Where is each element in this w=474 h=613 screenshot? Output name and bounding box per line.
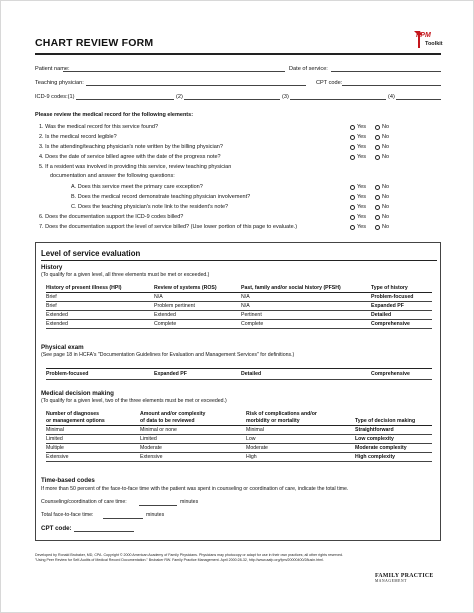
icd9-line-1[interactable] <box>76 99 174 100</box>
cpt-code-label: CPT code: <box>316 80 343 86</box>
history-r3-c2: Extended <box>154 312 176 318</box>
fpm-toolkit-logo <box>410 29 443 51</box>
los-title: Level of service evaluation <box>41 249 141 258</box>
radio-yes-5b[interactable] <box>350 195 355 200</box>
yes-no-5a: Yes No <box>350 184 389 190</box>
history-title: History <box>41 264 63 271</box>
radio-yes-3[interactable] <box>350 145 355 150</box>
history-r1-c3: N/A <box>241 294 250 300</box>
radio-yes-5c[interactable] <box>350 205 355 210</box>
exam-level-1: Problem-focused <box>46 371 89 377</box>
mdm-r4-c1: Extensive <box>46 454 69 460</box>
radio-no-3[interactable] <box>375 145 380 150</box>
question-5: 5. If a resident was involved in providing this service, review teaching physician <box>39 164 232 170</box>
mdm-r1-c2: Minimal or none <box>140 427 177 433</box>
mdm-r3-c2: Moderate <box>140 445 162 451</box>
history-header-hpi: History of present illness (HPI) <box>46 285 122 291</box>
form-title: CHART REVIEW FORM <box>35 37 154 49</box>
counseling-line[interactable] <box>139 505 177 506</box>
radio-no-5b[interactable] <box>375 195 380 200</box>
history-r1-c2: N/A <box>154 294 163 300</box>
mdm-r4-c3: High <box>246 454 257 460</box>
history-r1-c1: Brief <box>46 294 57 300</box>
counseling-minutes: minutes <box>180 499 199 505</box>
question-5c: C. Does the teaching physician's note link to the resident's note? <box>71 204 229 210</box>
mdm-note: (To qualify for a given level, two of the three elements must be met or exceeded.) <box>41 398 227 404</box>
yes-no-4: Yes No <box>350 154 389 160</box>
history-r4-c2: Complete <box>154 321 177 327</box>
time-cpt-label: CPT code: <box>41 525 72 532</box>
question-3: 3. Is the attending/teaching physician's note written by the billing physician? <box>39 144 223 150</box>
time-title: Time-based codes <box>41 477 95 484</box>
los-title-rule <box>41 260 437 261</box>
history-header-ros: Review of systems (ROS) <box>154 285 217 291</box>
review-heading: Please review the medical record for the following elements: <box>35 112 194 118</box>
history-r2-c1: Brief <box>46 303 57 309</box>
total-time-label: Total face-to-face time: <box>41 512 94 518</box>
question-5-cont: documentation and answer the following questions: <box>50 173 175 179</box>
history-r1-c4: Problem-focused <box>371 294 414 300</box>
time-note: If more than 50 percent of the face-to-face time with the patient was spent in counseling or coordination of care, indicate the total time. <box>41 486 349 492</box>
yes-no-5c: Yes No <box>350 204 389 210</box>
radio-no-4[interactable] <box>375 155 380 160</box>
history-header-pfsh: Past, family and/or social history (PFSH) <box>241 285 341 291</box>
fpm-logo-bottom: MANAGEMENT <box>375 579 407 583</box>
radio-no-5a[interactable] <box>375 185 380 190</box>
mdm-r4-c2: Extensive <box>140 454 163 460</box>
mdm-r2-c1: Limited <box>46 436 63 442</box>
patient-name-label: Patient name: <box>35 66 70 72</box>
fpm-logo-top: FAMILY PRACTICE <box>375 573 434 579</box>
mdm-header-risk-1: Risk of complications and/or <box>246 411 317 417</box>
history-row-rule <box>46 310 432 311</box>
mdm-r1-c1: Minimal <box>46 427 64 433</box>
radio-yes-7[interactable] <box>350 225 355 230</box>
mdm-header-data-2: of data to be reviewed <box>140 418 195 424</box>
radio-yes-4[interactable] <box>350 155 355 160</box>
teaching-physician-label: Teaching physician: <box>35 80 84 86</box>
icd9-line-4[interactable] <box>396 99 441 100</box>
time-cpt-line[interactable] <box>74 531 134 532</box>
mdm-row-rule <box>46 443 432 444</box>
history-r4-c1: Extended <box>46 321 68 327</box>
radio-yes-1[interactable] <box>350 125 355 130</box>
mdm-r1-c3: Minimal <box>246 427 264 433</box>
yes-no-5b: Yes No <box>350 194 389 200</box>
question-1: 1. Was the medical record for this service found? <box>39 124 159 130</box>
question-5a: A. Does this service meet the primary care exception? <box>71 184 203 190</box>
cpt-code-line[interactable] <box>342 85 441 86</box>
total-time-minutes: minutes <box>146 512 165 518</box>
history-r3-c1: Extended <box>46 312 68 318</box>
history-r3-c4: Detailed <box>371 312 392 318</box>
mdm-row-rule <box>46 461 432 462</box>
icd9-line-2[interactable] <box>184 99 280 100</box>
history-r2-c2: Problem pertinent <box>154 303 195 309</box>
counseling-label: Counseling/coordination of care time: <box>41 499 127 505</box>
mdm-header-type: Type of decision making <box>355 418 416 424</box>
radio-no-6[interactable] <box>375 215 380 220</box>
question-5b: B. Does the medical record demonstrate teaching physician involvement? <box>71 194 251 200</box>
radio-no-1[interactable] <box>375 125 380 130</box>
mdm-r3-c4: Moderate complexity <box>355 445 407 451</box>
yes-no-3: Yes No <box>350 144 389 150</box>
history-r4-c4: Comprehensive <box>371 321 410 327</box>
level-of-service-box <box>35 242 441 541</box>
history-r2-c4: Expanded PF <box>371 303 404 309</box>
exam-level-4: Comprehensive <box>371 371 410 377</box>
question-7: 7. Does the documentation support the level of service billed? (Use lower portion of this page to evaluate.) <box>39 224 298 230</box>
radio-yes-2[interactable] <box>350 135 355 140</box>
yes-no-6: Yes No <box>350 214 389 220</box>
exam-rule-top <box>46 368 432 369</box>
mdm-r1-c4: Straightforward <box>355 427 394 433</box>
radio-no-2[interactable] <box>375 135 380 140</box>
mdm-r3-c3: Moderate <box>246 445 268 451</box>
radio-yes-5a[interactable] <box>350 185 355 190</box>
patient-name-line[interactable] <box>63 71 285 72</box>
radio-no-7[interactable] <box>375 225 380 230</box>
history-row-rule <box>46 319 432 320</box>
exam-level-2: Expanded PF <box>154 371 187 377</box>
mdm-header-data-1: Amount and/or complexity <box>140 411 206 417</box>
teaching-physician-line[interactable] <box>86 85 306 86</box>
icd9-4-label: (4) <box>388 94 395 100</box>
date-of-service-label: Date of service: <box>289 66 328 72</box>
history-r3-c3: Pertinent <box>241 312 262 318</box>
radio-yes-6[interactable] <box>350 215 355 220</box>
title-rule <box>35 53 441 55</box>
history-note: (To qualify for a given level, all three elements must be met or exceeded.) <box>41 272 210 278</box>
footer-line-1: Developed by Ronald Brubaker, MD, CPA. Copyright © 2000 American Academy of Family Physicians. Physicians may photocopy or adapt for use in their own practices; all other rights reserved. <box>35 553 343 557</box>
footer-line-2: "Using Peer Review for Self-Audits of Medical Record Documentation." Brubaker RW. Family Practice Management. April 2000:28-32, http://www.aafp.org/fpm/20000400/28usin.html. <box>35 557 324 562</box>
yes-no-1: Yes No <box>350 124 389 130</box>
icd9-2-label: (2) <box>176 94 183 100</box>
logo-line2: Toolkit <box>425 41 443 47</box>
exam-note: (See page 18 in HCFA's "Documentation Guidelines for Evaluation and Management Services" for definitions.) <box>41 352 295 358</box>
question-2: 2. Is the medical record legible? <box>39 134 117 140</box>
radio-no-5c[interactable] <box>375 205 380 210</box>
history-row-rule <box>46 328 432 329</box>
mdm-r2-c3: Low <box>246 436 256 442</box>
icd9-3-label: (3) <box>282 94 289 100</box>
mdm-row-rule <box>46 452 432 453</box>
history-header-type: Type of history <box>371 285 408 291</box>
icd9-line-3[interactable] <box>290 99 386 100</box>
question-6: 6. Does the documentation support the ICD-9 codes billed? <box>39 214 184 220</box>
date-of-service-line[interactable] <box>331 71 441 72</box>
footer <box>35 553 441 562</box>
mdm-title: Medical decision making <box>41 390 114 397</box>
question-4: 4. Does the date of service billed agree with the date of the progress note? <box>39 154 221 160</box>
yes-no-7: Yes No <box>350 224 389 230</box>
mdm-r2-c4: Low complexity <box>355 436 394 442</box>
mdm-r3-c1: Multiple <box>46 445 64 451</box>
yes-no-2: Yes No <box>350 134 389 140</box>
icd9-label: ICD-9 codes:(1) <box>35 94 75 100</box>
mdm-header-diag-1: Number of diagnoses <box>46 411 100 417</box>
history-header-rule <box>46 292 432 293</box>
mdm-r2-c2: Limited <box>140 436 157 442</box>
mdm-header-rule <box>46 425 432 426</box>
history-r4-c3: Complete <box>241 321 264 327</box>
mdm-row-rule <box>46 434 432 435</box>
mdm-header-risk-2: morbidity or mortality <box>246 418 300 424</box>
exam-title: Physical exam <box>41 344 84 351</box>
exam-level-3: Detailed <box>241 371 262 377</box>
family-practice-management-logo <box>375 573 441 589</box>
history-row-rule <box>46 301 432 302</box>
logo-line1: FPM <box>416 32 431 39</box>
total-time-line[interactable] <box>103 518 143 519</box>
exam-rule-bottom <box>46 379 432 380</box>
mdm-header-diag-2: or management options <box>46 418 105 424</box>
mdm-r4-c4: High complexity <box>355 454 396 460</box>
history-r2-c3: N/A <box>241 303 250 309</box>
